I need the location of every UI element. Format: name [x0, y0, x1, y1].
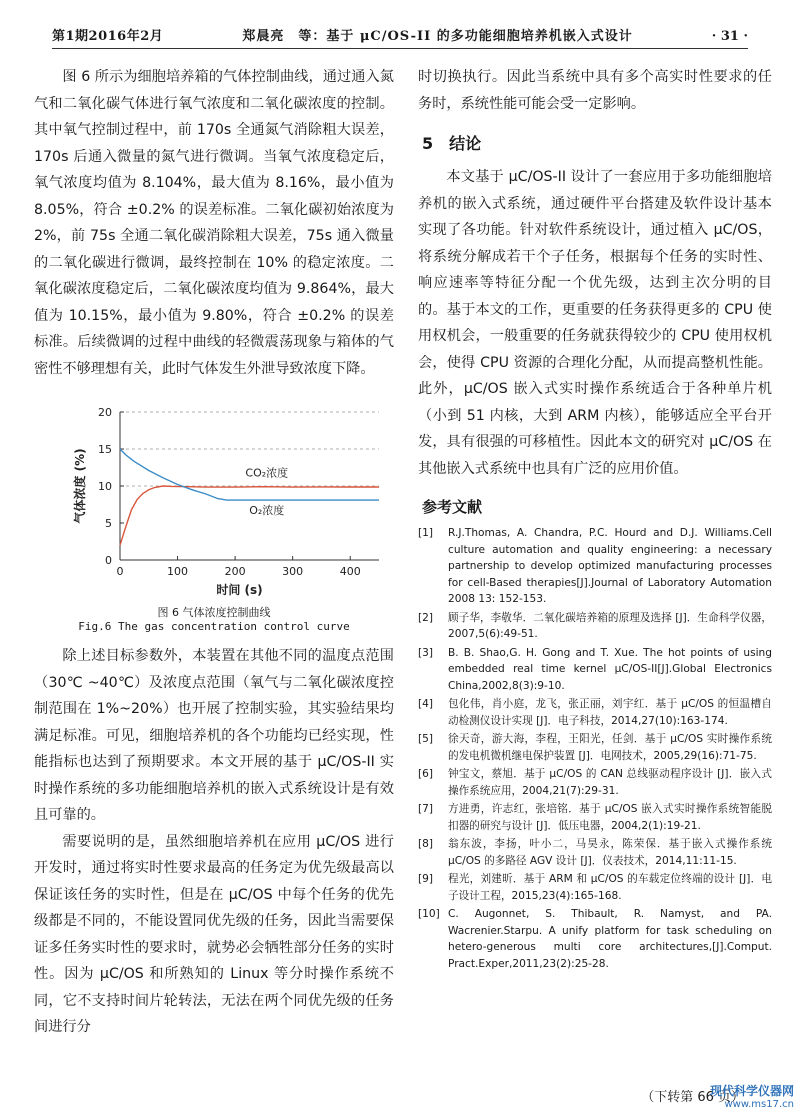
- reference-item: [418, 801, 772, 834]
- reference-item: [418, 525, 772, 608]
- reference-item: [418, 645, 772, 695]
- reference-text: 徐天奇，游大海，李程，王阳光，任剑．基于 μC/OS 实时操作系统的发电机微机继电保护装置 [J]．电网技术，2005,29(16):71-75.: [448, 733, 772, 762]
- issue-info: 第1期2016年2月: [52, 29, 164, 44]
- gas-concentration-figure: [34, 390, 394, 600]
- reference-item: [418, 610, 772, 643]
- references-title: 参考文献: [422, 498, 483, 516]
- reference-number: [8]: [418, 838, 434, 850]
- x-tick-label: 300: [282, 565, 304, 578]
- gas-concentration-chart: [34, 390, 394, 600]
- reference-item: [418, 871, 772, 904]
- y-tick-label: 10: [98, 480, 112, 493]
- reference-number: [3]: [418, 646, 434, 659]
- paragraph-conclusion: 本文基于 μC/OS-II 设计了一套应用于多功能细胞培养机的嵌入式系统，通过硬件平台搭建及软件设计基本实现了各功能。针对软件系统设计，通过植入 μC/OS，将系统分解成若干个子任务，根据每个任务的实时性、响应速率等特征分配一个优先级，达到主次分明的目的。基于本文的工作，更重要的任务获得更多的 CPU 使用权机会，一般重要的任务就获得较少的 CPU 使用权机会，使得 CPU 资源的合理化分配，从而提高整机性能。此外，μC/OS 嵌入式实时操作系统适合于各种单片机（小到 51 内核，大到 ARM 内核），能够适应全平台开发，具有很强的可移植性。因此本文的研究对 μC/OS 在其他嵌入式系统中也具有广泛的应用价值。: [418, 169, 772, 477]
- right-column: [418, 64, 772, 974]
- watermark-name: 现代科学仪器网: [709, 1084, 794, 1098]
- reference-item: [418, 906, 772, 972]
- x-tick-label: 200: [224, 565, 246, 578]
- series-label-o2: O₂浓度: [249, 504, 285, 518]
- reference-number: [10]: [418, 908, 440, 920]
- reference-number: [2]: [418, 611, 434, 624]
- paragraph-limitations: 需要说明的是，虽然细胞培养机在应用 μC/OS 进行开发时，通过将实时性要求最高的任务定为优先级最高以保证该任务的实时性，但是在 μC/OS 中每个任务的优先级都是不同的，不能设置同优先级的任务，因此当需要保证多任务实时性的要求时，就势必会牺牲部分任务的实时性。因为 μC/OS 和所熟知的 Linux 等分时操作系统不同，它不支持时间片轮转法，无法在两个同优先级的任务间进行分: [34, 833, 394, 1035]
- reference-item: [418, 696, 772, 729]
- x-tick-label: 0: [116, 565, 124, 578]
- reference-number: [6]: [418, 768, 434, 780]
- paragraph-experiments: 除上述目标参数外，本装置在其他不同的温度点范围（30℃ ~40℃）及浓度点范围（氧气与二氧化碳浓度控制范围在 1%~20%）也开展了控制实验，其实验结果均满足标准。可见，细胞培养机的各个功能均已经实现，性能指标也达到了预期要求。本文开展的基于 μC/OS-II 实时操作系统的多功能细胞培养机的嵌入式系统设计是有效且可靠的。: [34, 648, 394, 823]
- continued-note: （下转第 66 页）: [641, 1090, 744, 1105]
- running-title: 郑晨亮 等：基于 μC/OS-II 的多功能细胞培养机嵌入式设计: [242, 29, 633, 44]
- x-axis-label: 时间 (s): [216, 583, 263, 597]
- section-conclusion-title: 5 结论: [422, 134, 482, 153]
- page-number: · 31 ·: [711, 29, 748, 44]
- reference-item: [418, 836, 772, 869]
- x-tick-label: 100: [167, 565, 189, 578]
- reference-text: C. Augonnet, S. Thibault, R. Namyst, and PA. Wacrenier.Starpu. A unify platform for task scheduling on hetero-generous multi core architectures,[J].Comput. Pract.Exper,2011,23(2):25-28.: [448, 908, 772, 970]
- reference-list: [418, 525, 772, 972]
- left-column: [34, 64, 394, 1041]
- watermark-logo: [710, 1085, 794, 1111]
- figure-caption-en: Fig.6 The gas concentration control curve: [78, 620, 350, 633]
- reference-item: [418, 731, 772, 764]
- reference-text: 钟宝文，蔡旭．基于 μC/OS 的 CAN 总线驱动程序设计 [J]．嵌入式操作系统应用，2004,21(7):29-31.: [448, 768, 772, 797]
- y-tick-label: 20: [98, 406, 112, 419]
- reference-item: [418, 766, 772, 799]
- y-tick-label: 15: [98, 443, 112, 456]
- reference-text: 方进勇，许志红，张培铭．基于 μC/OS 嵌入式实时操作系统智能脱扣器的研究与设计 [J]．低压电器，2004,2(1):19-21.: [448, 803, 772, 832]
- paragraph-gas-control: 图 6 所示为细胞培养箱的气体控制曲线，通过通入氮气和二氧化碳气体进行氧气浓度和二氧化碳浓度的控制。其中氧气控制过程中，前 170s 全通氮气消除粗大误差，170s 后通入微量的氮气进行微调。当氧气浓度稳定后，氧气浓度均值为 8.104%，最大值为 8.16%，最小值为 8.05%，符合 ±0.2% 的误差标准。二氧化碳初始浓度为 2%，前 75s 全通二氧化碳消除粗大误差，75s 通入微量的二氧化碳进行微调，最终控制在 10% 的稳定浓度。二氧化碳浓度稳定后，二氧化碳浓度均值为 9.864%，最大值为 10.15%，最小值为 9.80%，符合 ±0.2% 的误差标准。后续微调的过程中曲线的轻微震荡现象与箱体的气密性不够理想有关，此时气体发生外泄导致浓度下降。: [34, 69, 394, 377]
- reference-number: [7]: [418, 803, 434, 815]
- y-axis-label: 气体浓度 (%): [73, 448, 87, 524]
- figure-caption-cn: 图 6 气体浓度控制曲线: [157, 606, 271, 619]
- running-header: [52, 22, 748, 49]
- reference-text: B. B. Shao,G. H. Gong and T. Xue. The hot points of using embedded real time kernel μC/OS-II[J].Global Electronics China,2002,8(3):9-10.: [448, 646, 772, 692]
- reference-number: [4]: [418, 698, 434, 710]
- y-tick-label: 5: [105, 517, 112, 530]
- reference-number: [5]: [418, 733, 434, 745]
- reference-text: 包化伟，肖小庭，龙飞，张正丽，刘宇红．基于 μC/OS 的恒温槽自动检测仪设计实现 [J]．电子科技，2014,27(10):163-174.: [448, 698, 772, 727]
- watermark-url: www.ms17.cn: [724, 1099, 794, 1110]
- reference-text: 顾子华，李敬华．二氧化碳培养箱的原理及选择 [J]．生命科学仪器，2007,5(6):49-51.: [448, 611, 772, 640]
- reference-number: [1]: [418, 527, 434, 539]
- reference-text: R.J.Thomas, A. Chandra, P.C. Hourd and D.J. Williams.Cell culture automation and quality engineering: a necessary partnership to develop optimized manufacturing processes for cell-Based therapies[J].Journal of Laboratory Automation 2008 13: 152-153.: [448, 527, 772, 605]
- reference-number: [9]: [418, 873, 434, 885]
- x-tick-label: 400: [339, 565, 361, 578]
- reference-text: 翁东波，李扬，叶小二，马昊永，陈荣保．基于嵌入式操作系统 μC/OS 的多路径 AGV 设计 [J]．仪表技术，2014,11:11-15.: [448, 838, 772, 867]
- paragraph-continued: 时切换执行。因此当系统中具有多个高实时性要求的任务时，系统性能可能会受一定影响。: [418, 69, 772, 112]
- series-label-co2: CO₂浓度: [245, 466, 289, 480]
- reference-text: 程光，刘建昕．基于 ARM 和 μC/OS 的车载定位终端的设计 [J]．电子设计工程，2015,23(4):165-168.: [448, 873, 772, 902]
- y-tick-label: 0: [105, 554, 112, 567]
